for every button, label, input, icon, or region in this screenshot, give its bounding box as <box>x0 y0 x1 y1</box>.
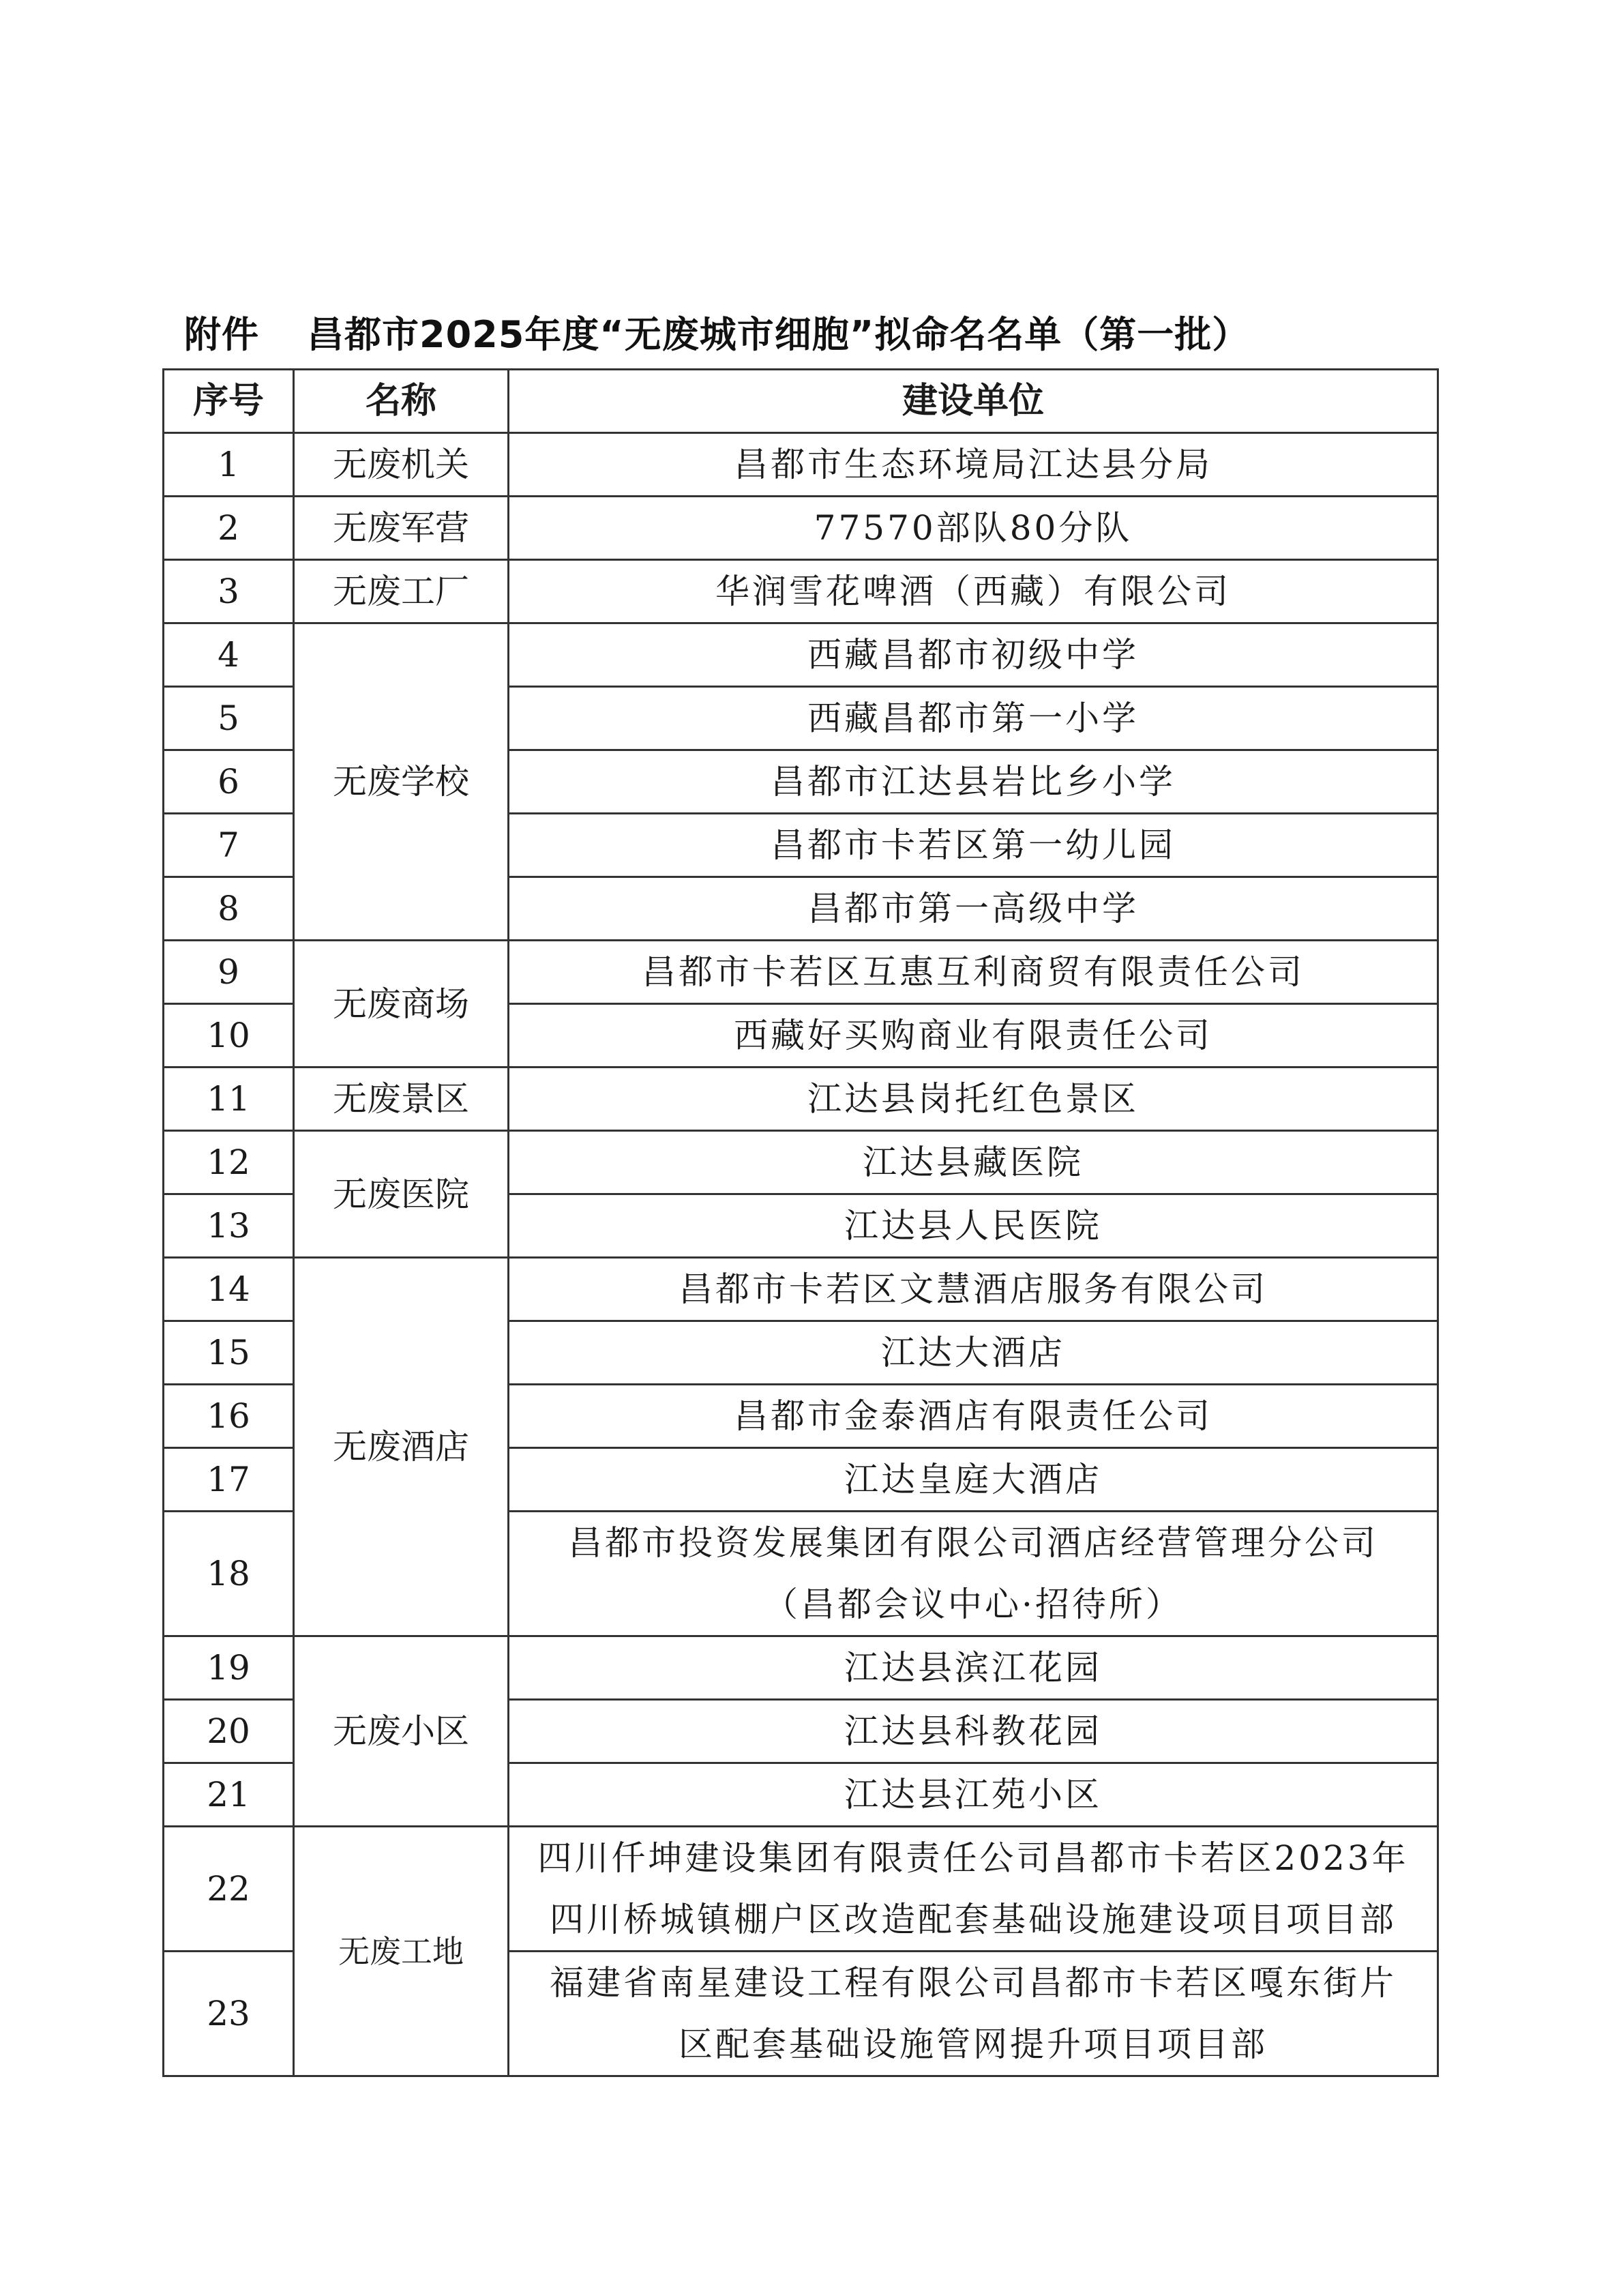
row-number: 7 <box>164 814 294 877</box>
row-unit <box>509 1448 1438 1512</box>
row-unit <box>509 497 1438 560</box>
unit-line: 昌都市卡若区第一幼儿园 <box>771 825 1176 865</box>
table-body <box>164 433 1438 2076</box>
row-category: 无废医院 <box>294 1131 509 1258</box>
row-category: 无废酒店 <box>294 1258 509 1636</box>
table-row <box>164 1131 1438 1194</box>
unit-line: 江达县藏医院 <box>863 1143 1084 1182</box>
attachment-label: 附件 <box>184 313 259 356</box>
row-number: 18 <box>164 1512 294 1636</box>
row-category: 无废工地 <box>294 1827 509 2076</box>
row-unit <box>509 1004 1438 1068</box>
unit-line: 西藏好买购商业有限责任公司 <box>734 1016 1212 1055</box>
row-number: 22 <box>164 1827 294 1952</box>
row-category: 无废小区 <box>294 1636 509 1827</box>
header-unit: 建设单位 <box>509 370 1438 433</box>
row-unit <box>509 1700 1438 1763</box>
unit-line: 昌都市江达县岩比乡小学 <box>771 762 1176 801</box>
unit-line-2: 区配套基础设施管网提升项目项目部 <box>679 2025 1268 2064</box>
unit-line: 昌都市生态环境局江达县分局 <box>734 445 1212 484</box>
row-number: 10 <box>164 1004 294 1068</box>
nominee-table <box>162 368 1439 2077</box>
unit-line: 昌都市第一高级中学 <box>807 889 1139 928</box>
row-number: 2 <box>164 497 294 560</box>
title-text: 昌都市2025年度“无废城市细胞”拟命名名单（第一批） <box>307 313 1250 356</box>
unit-line: 昌都市金泰酒店有限责任公司 <box>734 1396 1212 1436</box>
unit-line: 昌都市卡若区文慧酒店服务有限公司 <box>679 1269 1268 1309</box>
row-number: 8 <box>164 877 294 941</box>
row-category: 无废景区 <box>294 1068 509 1131</box>
unit-line: 77570部队80分队 <box>814 508 1133 548</box>
header-no: 序号 <box>164 370 294 433</box>
row-unit <box>509 1636 1438 1700</box>
table-row <box>164 1068 1438 1131</box>
row-category: 无废军营 <box>294 497 509 560</box>
row-unit <box>509 687 1438 750</box>
unit-line: 四川仟坤建设集团有限责任公司昌都市卡若区2023年 <box>537 1838 1409 1878</box>
row-number: 4 <box>164 623 294 687</box>
row-unit <box>509 1258 1438 1321</box>
table-row <box>164 1258 1438 1321</box>
row-number: 23 <box>164 1952 294 2076</box>
table-row <box>164 941 1438 1004</box>
row-unit <box>509 623 1438 687</box>
unit-line: 昌都市卡若区互惠互利商贸有限责任公司 <box>642 952 1305 992</box>
table-row <box>164 1636 1438 1700</box>
unit-line-2: 四川桥城镇棚户区改造配套基础设施建设项目项目部 <box>550 1900 1397 1939</box>
unit-line: 江达县江苑小区 <box>844 1775 1102 1814</box>
row-number: 19 <box>164 1636 294 1700</box>
row-number: 3 <box>164 560 294 623</box>
row-number: 15 <box>164 1321 294 1385</box>
row-unit <box>509 1068 1438 1131</box>
unit-line: 江达县岗托红色景区 <box>807 1079 1139 1119</box>
row-number: 11 <box>164 1068 294 1131</box>
row-unit <box>509 941 1438 1004</box>
page-title <box>184 306 1249 358</box>
row-category: 无废商场 <box>294 941 509 1068</box>
table-row <box>164 1827 1438 1952</box>
unit-line: 福建省南星建设工程有限公司昌都市卡若区嘎东街片 <box>550 1963 1397 2003</box>
row-number: 1 <box>164 433 294 497</box>
row-unit <box>509 814 1438 877</box>
row-unit <box>509 877 1438 941</box>
row-unit <box>509 1952 1438 2076</box>
row-number: 6 <box>164 750 294 814</box>
unit-line-2: （昌都会议中心·招待所） <box>764 1585 1182 1624</box>
row-category: 无废机关 <box>294 433 509 497</box>
table-row <box>164 623 1438 687</box>
unit-line: 江达县人民医院 <box>844 1206 1102 1246</box>
unit-line: 江达县滨江花园 <box>844 1648 1102 1688</box>
table-header-row <box>164 370 1438 433</box>
row-number: 20 <box>164 1700 294 1763</box>
row-unit <box>509 1385 1438 1448</box>
unit-line: 西藏昌都市第一小学 <box>807 698 1139 738</box>
row-unit <box>509 750 1438 814</box>
unit-line: 江达皇庭大酒店 <box>844 1460 1102 1499</box>
row-category: 无废工厂 <box>294 560 509 623</box>
row-number: 13 <box>164 1194 294 1258</box>
unit-line: 西藏昌都市初级中学 <box>807 635 1139 675</box>
row-unit <box>509 1194 1438 1258</box>
row-unit <box>509 1827 1438 1952</box>
row-number: 16 <box>164 1385 294 1448</box>
row-number: 21 <box>164 1763 294 1827</box>
row-number: 14 <box>164 1258 294 1321</box>
row-number: 17 <box>164 1448 294 1512</box>
table-row <box>164 433 1438 497</box>
row-category: 无废学校 <box>294 623 509 941</box>
row-unit <box>509 560 1438 623</box>
table-row <box>164 497 1438 560</box>
row-number: 5 <box>164 687 294 750</box>
unit-line: 江达大酒店 <box>881 1333 1065 1372</box>
row-number: 9 <box>164 941 294 1004</box>
row-unit <box>509 1131 1438 1194</box>
row-unit <box>509 1763 1438 1827</box>
header-category: 名称 <box>294 370 509 433</box>
unit-line: 江达县科教花园 <box>844 1711 1102 1751</box>
unit-line: 昌都市投资发展集团有限公司酒店经营管理分公司 <box>568 1523 1378 1563</box>
row-unit <box>509 1512 1438 1636</box>
row-unit <box>509 1321 1438 1385</box>
table-row <box>164 560 1438 623</box>
unit-line: 华润雪花啤酒（西藏）有限公司 <box>715 572 1231 611</box>
row-number: 12 <box>164 1131 294 1194</box>
row-unit <box>509 433 1438 497</box>
